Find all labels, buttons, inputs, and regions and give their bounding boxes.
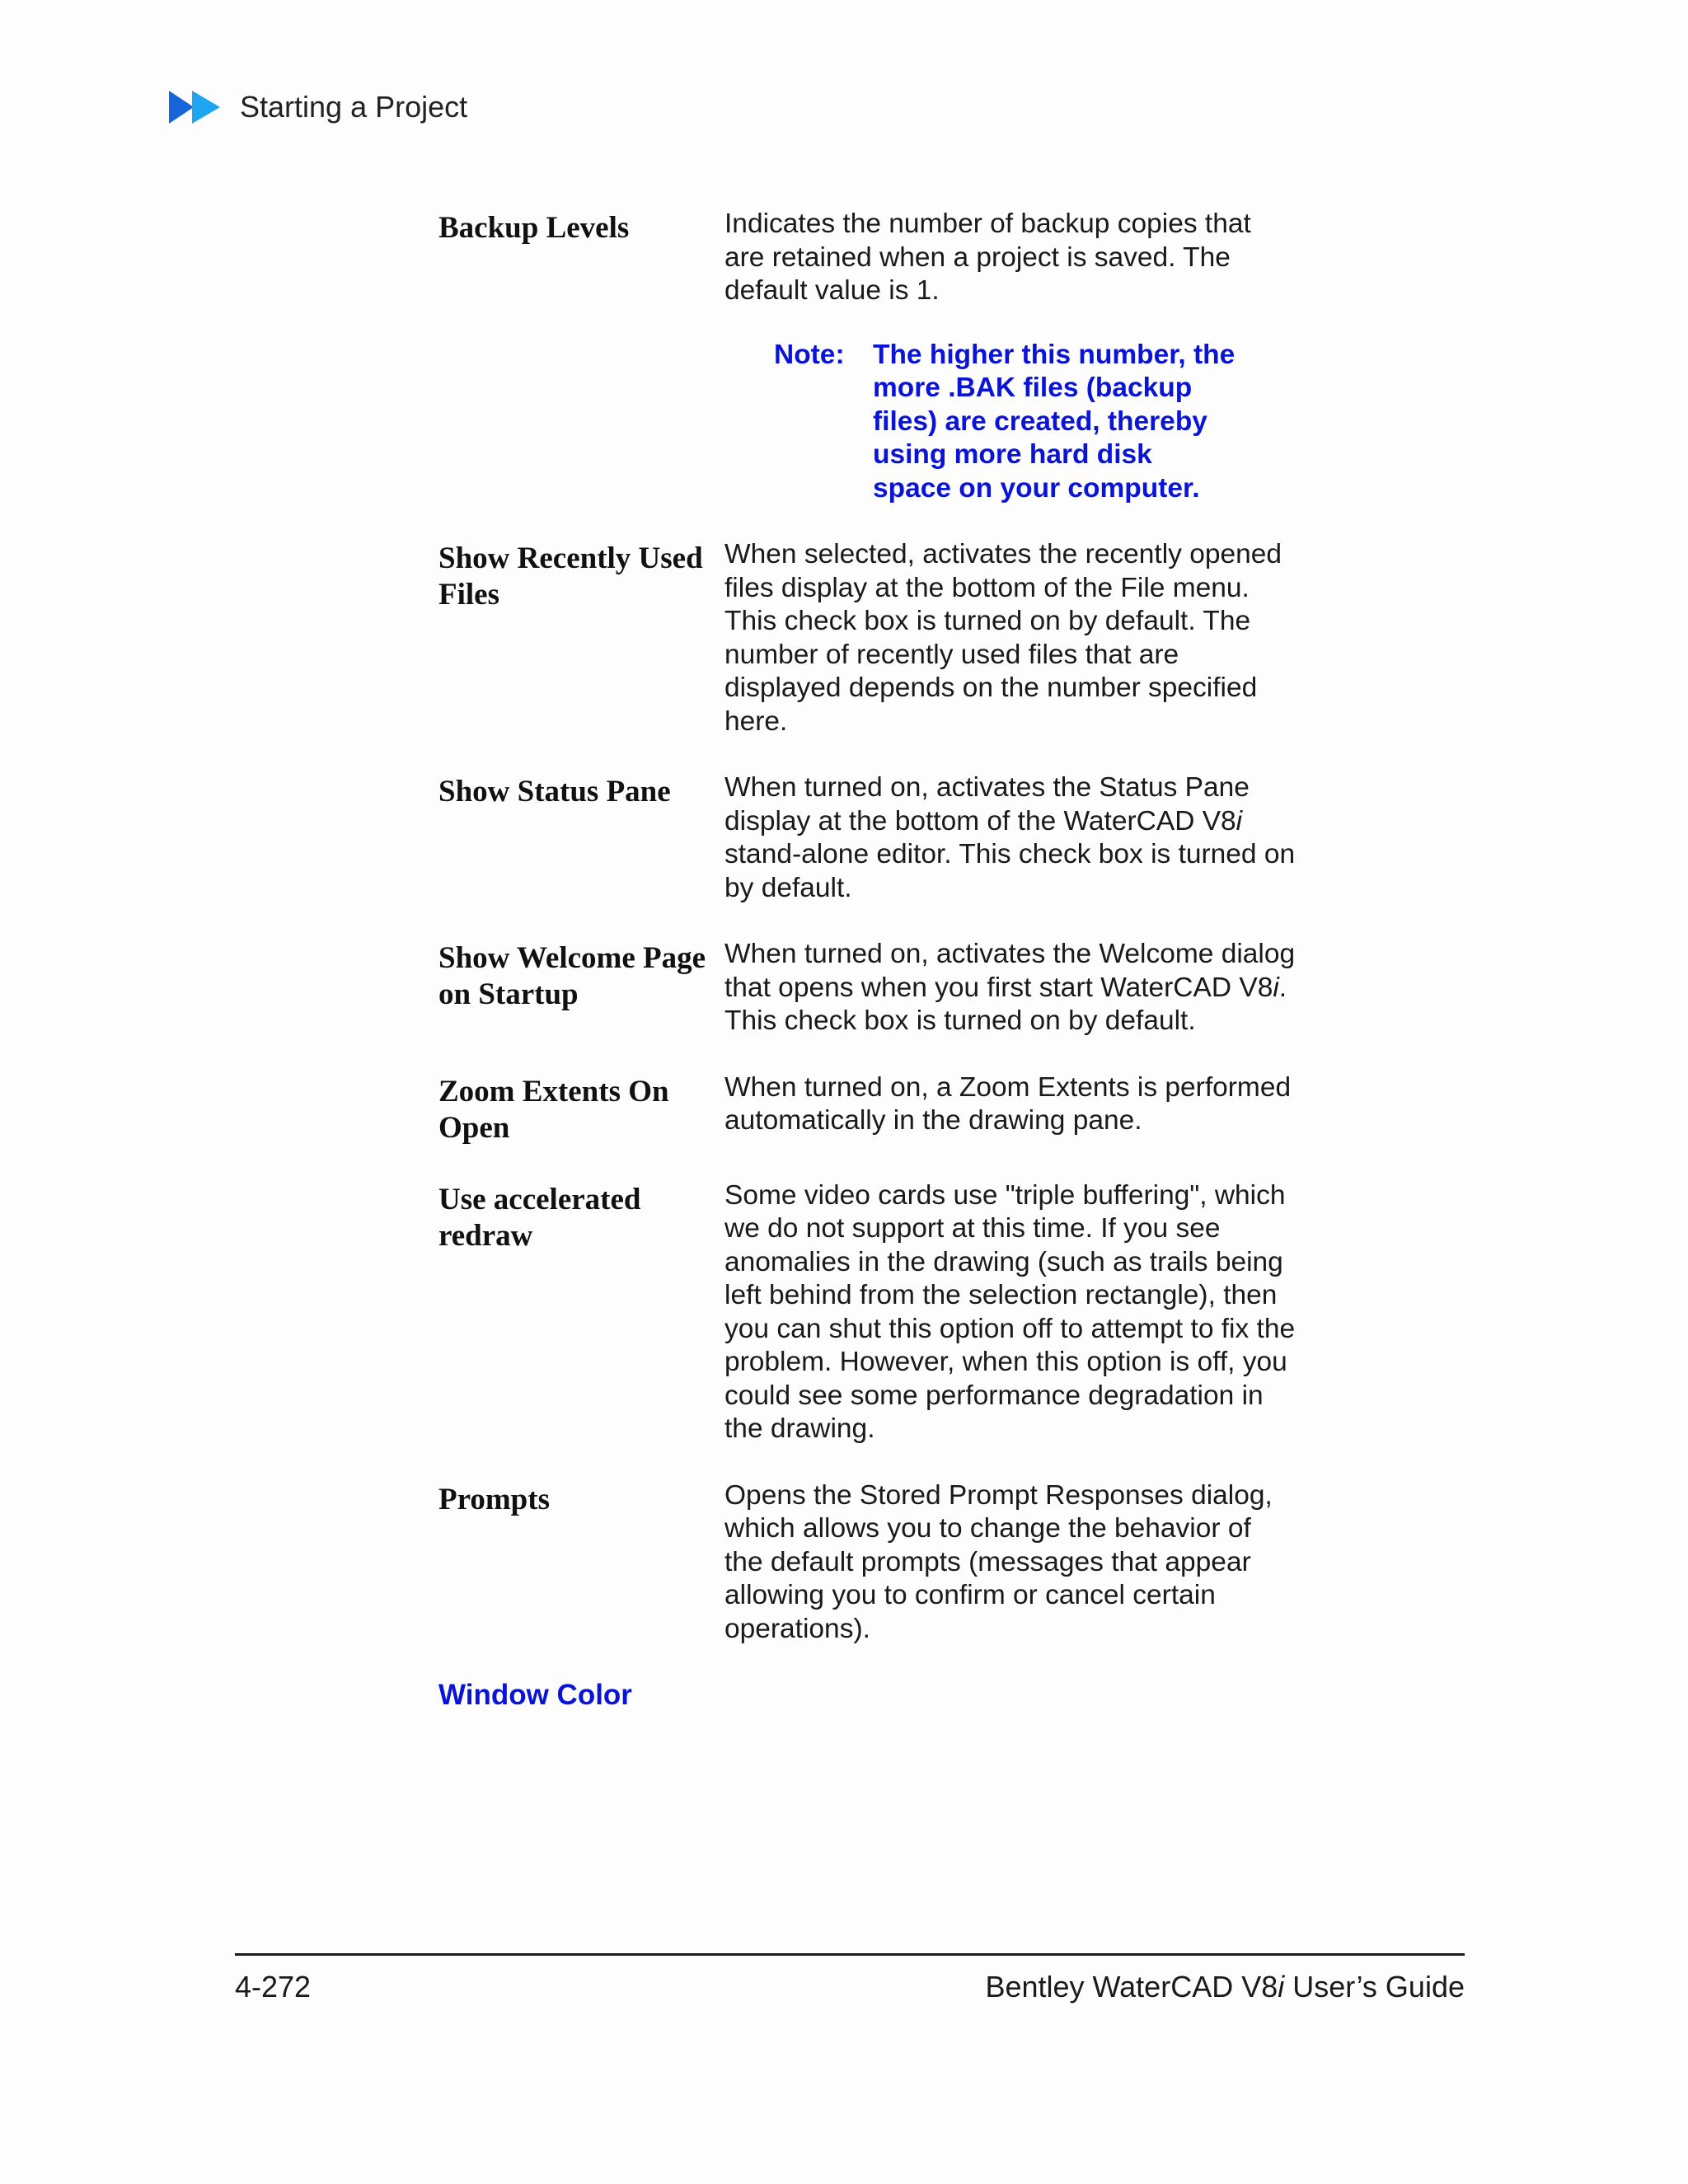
option-row-prompts xyxy=(438,1479,1296,1647)
option-description xyxy=(724,771,1296,905)
option-row-backup-levels xyxy=(438,208,1296,505)
description-text: When selected, activates the recently opened files display at the bottom of the File menu. This check box is turned on by default. The number of recently used files that are displayed depends on the number specified here. xyxy=(724,539,1282,737)
option-row-use-accelerated-redraw xyxy=(438,1179,1296,1446)
description-text: Some video cards use "triple buffering", which we do not support at this time. If you see anomalies in the drawing (such as trails being left behind from the selection rectangle), then you can shut this option off to attempt to fix the problem. However, when this option is off, you could see some performance degradation in the drawing. xyxy=(724,1179,1296,1444)
option-term: Show Status Pane xyxy=(438,775,671,808)
section-title: Starting a Project xyxy=(240,90,468,124)
italic-i: i xyxy=(1273,972,1279,1003)
guide-title-part: Bentley WaterCAD V8 xyxy=(985,1970,1278,2004)
description-text-part: stand-alone editor. This check box is turned on by default. xyxy=(724,839,1296,903)
description-text-part: . This check box is turned on by default. xyxy=(724,972,1287,1036)
guide-title-part: User’s Guide xyxy=(1284,1970,1465,2004)
option-term: Backup Levels xyxy=(438,211,630,245)
note-text: The higher this number, the more .BAK files (backup files) are created, thereby using more hard disk space on your computer. xyxy=(873,339,1236,504)
option-description xyxy=(724,938,1296,1038)
description-text-part: When turned on, activates the Status Pane display at the bottom of the WaterCAD V8 xyxy=(724,772,1250,837)
option-description xyxy=(724,1179,1296,1446)
option-row-show-status-pane xyxy=(438,771,1296,905)
option-term: Zoom Extents On Open xyxy=(438,1074,669,1145)
page-number: 4-272 xyxy=(235,1970,312,2004)
option-row-show-welcome-page xyxy=(438,938,1296,1038)
note-block xyxy=(774,339,1296,506)
description-text: When turned on, a Zoom Extents is performed automatically in the drawing pane. xyxy=(724,1071,1292,1136)
note-label: Note: xyxy=(774,339,845,370)
option-term: Show Welcome Page on Startup xyxy=(438,941,706,1011)
option-description xyxy=(724,1479,1296,1647)
option-term: Use accelerated redraw xyxy=(438,1182,641,1253)
page-header xyxy=(169,86,467,129)
option-description xyxy=(724,1071,1296,1146)
italic-i: i xyxy=(1236,805,1243,837)
window-color-link[interactable]: Window Color xyxy=(438,1679,632,1711)
fast-forward-arrows-icon xyxy=(169,88,223,126)
description-text-part: When turned on, activates the Welcome dialog that opens when you first start WaterCAD V8 xyxy=(724,939,1296,1003)
description-text xyxy=(724,938,1296,1038)
options-table xyxy=(438,208,1296,1712)
guide-title xyxy=(985,1970,1465,2004)
option-row-show-recently-used-files xyxy=(438,538,1296,738)
option-row-zoom-extents-on-open xyxy=(438,1071,1296,1146)
option-term: Prompts xyxy=(438,1482,550,1516)
footer-divider xyxy=(235,1953,1465,1956)
option-description xyxy=(724,538,1296,738)
italic-i: i xyxy=(1278,1970,1285,2004)
description-text xyxy=(724,771,1296,905)
description-text: Indicates the number of backup copies that are retained when a project is saved. The default value is 1. xyxy=(724,209,1251,306)
option-term: Show Recently Used Files xyxy=(438,541,703,612)
option-description xyxy=(724,208,1296,505)
description-text: Opens the Stored Prompt Responses dialog, which allows you to change the behavior of the default prompts (messages that appear allowing you to confirm or cancel certain operations). xyxy=(724,1479,1273,1644)
